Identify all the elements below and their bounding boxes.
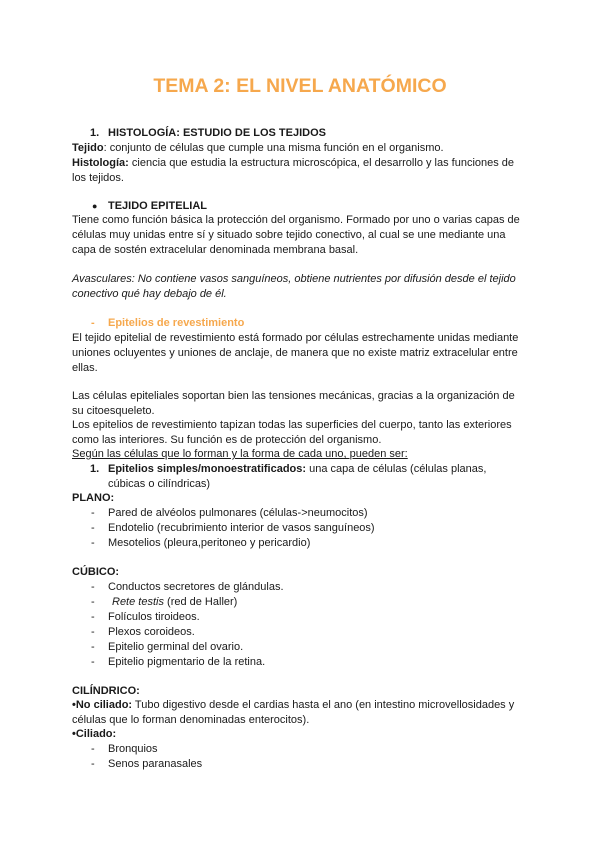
dash-icon: - [91,507,95,519]
rete-testis: Rete testis [112,596,164,608]
revestimiento-heading: Epitelios de revestimiento [108,317,245,329]
cilindrico-heading: CILÍNDRICO: [72,685,140,697]
dash-icon: - [91,596,95,608]
dash-icon: - [91,626,95,638]
dash-icon: - [91,758,95,770]
avasculares-note: Avasculares: No contiene vasos sanguíneos, obtiene nutrientes por difusión desde el tejido [72,273,516,285]
dash-icon: - [91,743,95,755]
tejido-text: : conjunto de células que cumple una misma función en el organismo. [103,142,444,154]
section-heading: HISTOLOGÍA: ESTUDIO DE LOS TEJIDOS [108,127,326,139]
dash-icon: - [91,317,95,329]
dash-icon: - [91,641,95,653]
list-item: Epitelio germinal del ovario. [108,641,244,653]
epitelial-line: Tiene como función básica la protección del organismo. Formado por uno o varias capas de [72,214,520,226]
list-item: Mesotelios (pleura,peritoneo y pericardio) [108,537,311,549]
avasculares-note: conectivo qué hay debajo de él. [72,288,227,300]
clasificacion-intro: Según las células que lo forman y la forma de cada uno, pueden ser: [72,448,408,460]
dash-icon: - [91,581,95,593]
revestimiento-para: su citoesqueleto. [72,405,155,417]
list-item: Senos paranasales [108,758,203,770]
epitelial-line: células muy unidas entre sí y situado sobre tejido conectivo, al cual se une mediante una [72,229,506,241]
revestimiento-para: Las células epiteliales soportan bien las tensiones mecánicas, gracias a la organización de [72,390,515,402]
list-item: Plexos coroideos. [108,626,195,638]
simples-text: una capa de células (células planas, [306,463,487,475]
cubico-heading: CÚBICO: [72,566,120,578]
tejido-label: Tejido [72,142,104,154]
list-item: Epitelio pigmentario de la retina. [108,656,266,668]
histologia-definition [72,156,522,171]
dash-icon: - [91,522,95,534]
simples-line [108,462,520,477]
no-ciliado-text-cont: células que lo forman denominadas enterocitos). [72,714,310,726]
simples-number: 1. [90,463,100,475]
no-ciliado-line [72,698,522,713]
epitelial-line: capa de sostén extracelular denominada membrana basal. [72,244,359,256]
list-item: Pared de alvéolos pulmonares (células->neumocitos) [108,507,368,519]
tejido-definition [72,141,522,156]
page-title: TEMA 2: EL NIVEL ANATÓMICO [153,75,447,97]
dash-icon: - [91,537,95,549]
plano-heading: PLANO: [72,492,115,504]
revestimiento-para: uniones ocluyentes y uniones de anclaje, de manera que no existe matriz extracelular entre [72,347,518,359]
no-ciliado-text: Tubo digestivo desde el cardias hasta el ano (en intestino microvellosidades y [132,699,515,711]
list-item: Endotelio (recubrimiento interior de vasos sanguíneos) [108,522,375,534]
revestimiento-para: como las interiores. Su función es de protección del organismo. [72,434,382,446]
bullet-icon: ● [92,201,98,211]
rete-testis-rest: (red de Haller) [163,596,238,608]
simples-text-cont: cúbicas o cilíndricas) [108,478,211,490]
epitelial-heading: TEJIDO EPITELIAL [108,200,208,212]
dash-icon: - [91,611,95,623]
histologia-label: Histología: [72,157,129,169]
revestimiento-para: Los epitelios de revestimiento tapizan todas las superficies del cuerpo, tanto las exteriores [72,419,512,431]
list-item [112,595,237,610]
simples-label: Epitelios simples/monoestratificados: [108,463,307,475]
histologia-text-cont: los tejidos. [72,172,124,184]
list-item: Folículos tiroideos. [108,611,200,623]
histologia-text: ciencia que estudia la estructura microscópica, el desarrollo y las funciones de [128,157,515,169]
revestimiento-para: ellas. [72,362,98,374]
no-ciliado-label: •No ciliado: [72,699,133,711]
list-item: Bronquios [108,743,158,755]
section-number: 1. [90,127,100,139]
revestimiento-para: El tejido epitelial de revestimiento está formado por células estrechamente unidas mediante [72,332,519,344]
ciliado-label: •Ciliado: [72,728,117,740]
list-item: Conductos secretores de glándulas. [108,581,284,593]
dash-icon: - [91,656,95,668]
